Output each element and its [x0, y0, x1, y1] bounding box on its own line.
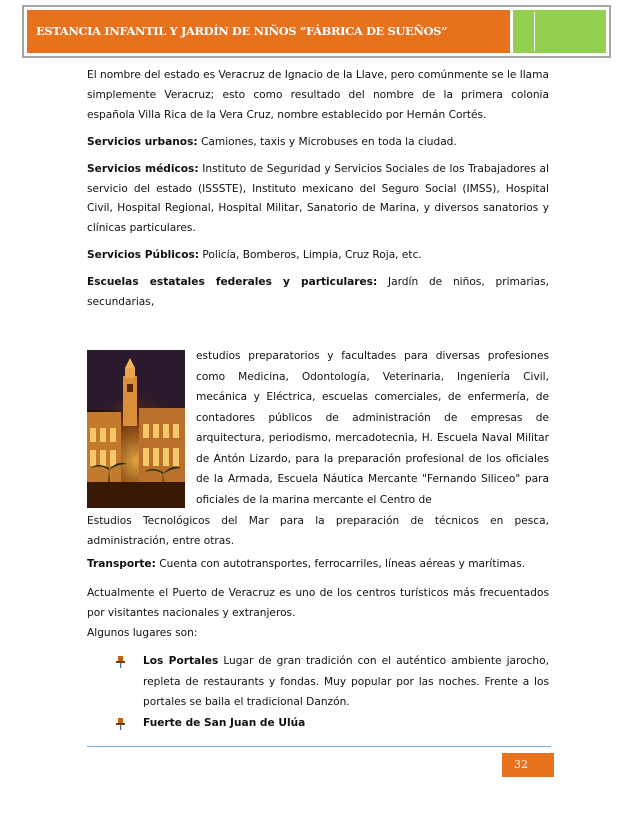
servicios-urbanos-paragraph [87, 133, 549, 153]
transporte-label: Transporte: [87, 557, 156, 570]
transporte-text: Cuenta con autotransportes, ferrocarriles, líneas aéreas y marítimas. [155, 557, 526, 570]
veracruz-night-photo [87, 350, 185, 508]
bullet-text-portales: Lugar de gran tradición con el auténtico ambiente jarocho, repleta de restaurants y fondas. Muy popular por las noches. Frente a los portales se baila el tradicional Danzón. [143, 655, 549, 708]
lugares-list [114, 651, 549, 733]
servicios-medicos-label: Servicios médicos: [87, 162, 199, 175]
list-item [114, 651, 549, 713]
page-number: 32 [502, 753, 554, 777]
escuelas-label: Escuelas estatales federales y particulares: [87, 276, 378, 289]
lugares-intro: Algunos lugares son: [87, 626, 198, 639]
header-title: ESTANCIA INFANTIL Y JARDÍN DE NIÑOS “FÁBRICA DE SUEÑOS” [36, 24, 448, 38]
escuelas-text-after: Estudios Tecnológicos del Mar para la preparación de técnicos en pesca, administración, entre otras. [87, 515, 549, 547]
header-accent-block [513, 10, 606, 53]
footer-divider [87, 746, 551, 747]
pushpin-icon [114, 656, 126, 668]
document-body-continued [87, 512, 549, 646]
servicios-medicos-text: Instituto de Seguridad y Servicios Sociales de los Trabajadores al servicio del estado (ISSSTE), Instituto mexicano del Seguro Social (IMSS), Hospital Civil, Hospital Regional, Hospital Militar, Sanatorio de Marina, y diversos sanatorios y clínicas particulares. [87, 162, 549, 235]
transporte-paragraph [87, 555, 549, 575]
list-item [114, 713, 549, 734]
servicios-medicos-paragraph [87, 160, 549, 240]
header-title-band [27, 10, 510, 53]
intro-paragraph: El nombre del estado es Veracruz de Ignacio de la Llave, pero comúnmente se le llama simplemente Veracruz; esto como resultado del nombre de la primera colonia española Villa Rica de la Vera Cruz, nombre establecido por Hernán Cortés. [87, 69, 549, 121]
page-header [22, 5, 611, 58]
escuelas-text-first: Jardín de niños, primarias, secundarias, [87, 276, 549, 309]
servicios-urbanos-text: Camiones, taxis y Microbuses en toda la ciudad. [197, 135, 457, 148]
servicios-publicos-label: Servicios Públicos: [87, 249, 200, 262]
escuelas-text-wrap: estudios preparatorios y facultades para diversas profesiones como Medicina, Odontología, Veterinaria, Ingeniería Civil, mecánica y Eléctrica, escuelas comerciales, de enfermería, de contadores públicos de administración de empresas de arquitectura, periodismo, mercadotecnia, H. Escuela Naval Militar de Antón Lizardo, para la preparación profesional de los oficiales de la Armada, Escuela Náutica Mercante "Fernando Siliceo" para oficiales de la marina mercante el Centro de [196, 350, 549, 506]
document-body [87, 66, 549, 314]
bullet-label-portales: Los Portales [143, 655, 219, 667]
header-accent-inner [534, 12, 604, 51]
pushpin-icon [114, 718, 126, 730]
escuelas-paragraph-first-line [87, 273, 549, 313]
servicios-urbanos-label: Servicios urbanos: [87, 135, 198, 148]
servicios-publicos-paragraph [87, 246, 549, 266]
turismo-paragraph: Actualmente el Puerto de Veracruz es uno de los centros turísticos más frecuentados por visitantes nacionales y extranjeros. [87, 586, 549, 619]
servicios-publicos-text: Policía, Bomberos, Limpia, Cruz Roja, etc. [199, 249, 422, 262]
bullet-label-ulua: Fuerte de San Juan de Ulúa [143, 716, 306, 729]
photo-illustration [87, 350, 185, 508]
